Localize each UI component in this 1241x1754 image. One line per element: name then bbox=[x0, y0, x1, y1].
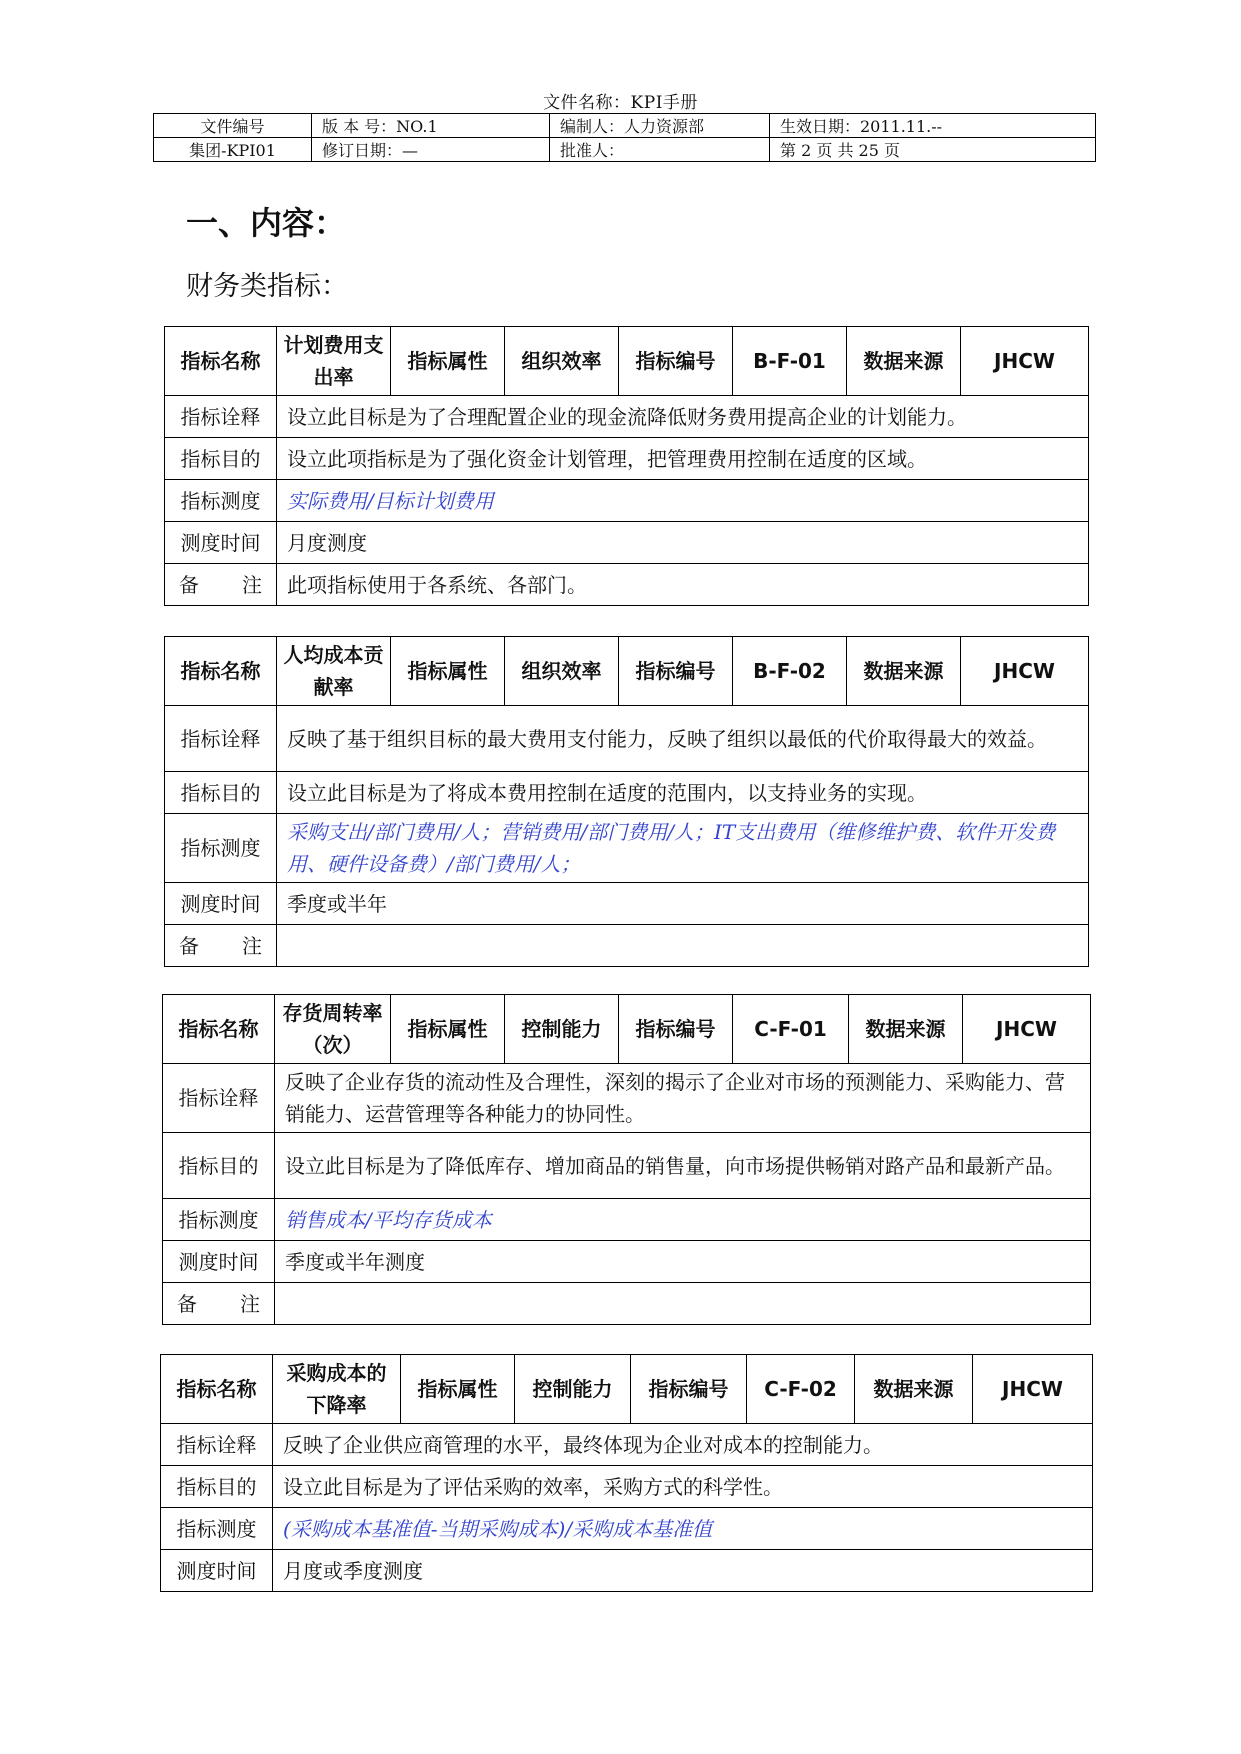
kpi-name-value: 计划费用支出率 bbox=[277, 327, 391, 396]
kpi-name-label: 指标名称 bbox=[165, 327, 277, 396]
kpi-row-remarks bbox=[165, 925, 1089, 967]
file-number-value: 集团-KPI01 bbox=[154, 138, 312, 162]
kpi-row-purpose bbox=[161, 1466, 1093, 1508]
kpi-attribute-value: 组织效率 bbox=[505, 637, 619, 706]
row-value: 反映了基于组织目标的最大费用支付能力，反映了组织以最低的代价取得最大的效益。 bbox=[277, 706, 1089, 772]
kpi-row-period bbox=[161, 1550, 1093, 1592]
row-label: 指标诠释 bbox=[165, 706, 277, 772]
kpi-code-label: 指标编号 bbox=[631, 1355, 747, 1424]
row-label: 备注 bbox=[163, 1283, 275, 1325]
row-value: 月度或季度测度 bbox=[273, 1550, 1093, 1592]
file-number-label: 文件编号 bbox=[154, 114, 312, 138]
kpi-row-purpose bbox=[165, 772, 1089, 814]
kpi-row-remarks bbox=[165, 564, 1089, 606]
kpi-header-row bbox=[161, 1355, 1093, 1424]
row-value: 反映了企业存货的流动性及合理性，深刻的揭示了企业对市场的预测能力、采购能力、营销能力、运营管理等各种能力的协同性。 bbox=[275, 1064, 1091, 1133]
row-value bbox=[277, 925, 1089, 967]
kpi-row-measure bbox=[163, 1199, 1091, 1241]
row-value: 反映了企业供应商管理的水平，最终体现为企业对成本的控制能力。 bbox=[273, 1424, 1093, 1466]
kpi-name-value: 存货周转率（次） bbox=[275, 995, 391, 1064]
kpi-row-measure bbox=[161, 1508, 1093, 1550]
kpi-name-label: 指标名称 bbox=[165, 637, 277, 706]
kpi-row-period bbox=[165, 522, 1089, 564]
row-label: 备注 bbox=[165, 564, 277, 606]
measure-formula: 销售成本/平均存货成本 bbox=[275, 1199, 1091, 1241]
kpi-table-1 bbox=[164, 326, 1089, 606]
kpi-attribute-value: 组织效率 bbox=[505, 327, 619, 396]
row-label: 指标测度 bbox=[165, 814, 277, 883]
row-label: 指标测度 bbox=[161, 1508, 273, 1550]
row-label: 指标诠释 bbox=[163, 1064, 275, 1133]
kpi-header-row bbox=[165, 637, 1089, 706]
kpi-row-definition bbox=[165, 706, 1089, 772]
kpi-table-4 bbox=[160, 1354, 1093, 1592]
row-value: 设立此项指标是为了强化资金计划管理，把管理费用控制在适度的区域。 bbox=[277, 438, 1089, 480]
kpi-name-label: 指标名称 bbox=[161, 1355, 273, 1424]
kpi-code-label: 指标编号 bbox=[619, 327, 733, 396]
kpi-name-value: 人均成本贡献率 bbox=[277, 637, 391, 706]
document-header-table bbox=[153, 113, 1096, 162]
header-row-2 bbox=[154, 138, 1096, 162]
kpi-source-value: JHCW bbox=[961, 637, 1089, 706]
kpi-code-value: C-F-01 bbox=[733, 995, 849, 1064]
row-label: 指标诠释 bbox=[165, 396, 277, 438]
row-label: 测度时间 bbox=[163, 1241, 275, 1283]
author-field: 编制人：人力资源部 bbox=[550, 114, 770, 138]
kpi-table-2 bbox=[164, 636, 1089, 967]
row-label: 指标测度 bbox=[163, 1199, 275, 1241]
kpi-header-row bbox=[163, 995, 1091, 1064]
kpi-table-3 bbox=[162, 994, 1091, 1325]
kpi-row-measure bbox=[165, 814, 1089, 883]
revision-date-field: 修订日期：— bbox=[312, 138, 550, 162]
kpi-source-label: 数据来源 bbox=[847, 327, 961, 396]
measure-formula: (采购成本基准值-当期采购成本)/采购成本基准值 bbox=[273, 1508, 1093, 1550]
subsection-heading: 财务类指标： bbox=[186, 271, 348, 302]
row-label: 指标目的 bbox=[165, 438, 277, 480]
kpi-name-label: 指标名称 bbox=[163, 995, 275, 1064]
kpi-row-purpose bbox=[165, 438, 1089, 480]
kpi-source-label: 数据来源 bbox=[855, 1355, 973, 1424]
row-label: 备注 bbox=[165, 925, 277, 967]
row-value: 季度或半年 bbox=[277, 883, 1089, 925]
row-value: 设立此目标是为了合理配置企业的现金流降低财务费用提高企业的计划能力。 bbox=[277, 396, 1089, 438]
measure-formula: 实际费用/目标计划费用 bbox=[277, 480, 1089, 522]
kpi-row-purpose bbox=[163, 1133, 1091, 1199]
row-label: 测度时间 bbox=[165, 883, 277, 925]
section-heading: 一、内容： bbox=[186, 204, 347, 242]
kpi-row-period bbox=[165, 883, 1089, 925]
kpi-row-definition bbox=[165, 396, 1089, 438]
kpi-row-measure bbox=[165, 480, 1089, 522]
kpi-source-value: JHCW bbox=[973, 1355, 1093, 1424]
row-label: 指标诠释 bbox=[161, 1424, 273, 1466]
kpi-header-row bbox=[165, 327, 1089, 396]
kpi-code-value: B-F-01 bbox=[733, 327, 847, 396]
kpi-row-definition bbox=[161, 1424, 1093, 1466]
kpi-row-period bbox=[163, 1241, 1091, 1283]
kpi-code-label: 指标编号 bbox=[619, 995, 733, 1064]
kpi-attribute-value: 控制能力 bbox=[515, 1355, 631, 1424]
kpi-attribute-label: 指标属性 bbox=[391, 995, 505, 1064]
kpi-code-value: B-F-02 bbox=[733, 637, 847, 706]
row-label: 测度时间 bbox=[161, 1550, 273, 1592]
kpi-code-value: C-F-02 bbox=[747, 1355, 855, 1424]
kpi-attribute-label: 指标属性 bbox=[401, 1355, 515, 1424]
row-value: 季度或半年测度 bbox=[275, 1241, 1091, 1283]
document-title: 文件名称：KPI手册 bbox=[543, 93, 698, 113]
kpi-source-label: 数据来源 bbox=[847, 637, 961, 706]
kpi-source-value: JHCW bbox=[961, 327, 1089, 396]
kpi-source-value: JHCW bbox=[963, 995, 1091, 1064]
row-label: 指标目的 bbox=[163, 1133, 275, 1199]
row-label: 指标测度 bbox=[165, 480, 277, 522]
row-value: 此项指标使用于各系统、各部门。 bbox=[277, 564, 1089, 606]
kpi-source-label: 数据来源 bbox=[849, 995, 963, 1064]
row-label: 指标目的 bbox=[161, 1466, 273, 1508]
kpi-attribute-label: 指标属性 bbox=[391, 327, 505, 396]
measure-formula: 采购支出/部门费用/人；营销费用/部门费用/人；IT支出费用（维修维护费、软件开发费用、硬件设备费）/部门费用/人； bbox=[277, 814, 1089, 883]
effective-date-field: 生效日期：2011.11.-- bbox=[770, 114, 1096, 138]
row-value: 设立此目标是为了将成本费用控制在适度的范围内，以支持业务的实现。 bbox=[277, 772, 1089, 814]
kpi-row-definition bbox=[163, 1064, 1091, 1133]
row-value: 设立此目标是为了评估采购的效率，采购方式的科学性。 bbox=[273, 1466, 1093, 1508]
version-field: 版 本 号：NO.1 bbox=[312, 114, 550, 138]
page-number-field: 第 2 页 共 25 页 bbox=[770, 138, 1096, 162]
kpi-attribute-label: 指标属性 bbox=[391, 637, 505, 706]
row-label: 测度时间 bbox=[165, 522, 277, 564]
row-value: 月度测度 bbox=[277, 522, 1089, 564]
approver-field: 批准人： bbox=[550, 138, 770, 162]
row-value: 设立此目标是为了降低库存、增加商品的销售量，向市场提供畅销对路产品和最新产品。 bbox=[275, 1133, 1091, 1199]
row-label: 指标目的 bbox=[165, 772, 277, 814]
kpi-row-remarks bbox=[163, 1283, 1091, 1325]
kpi-attribute-value: 控制能力 bbox=[505, 995, 619, 1064]
row-value bbox=[275, 1283, 1091, 1325]
header-row-1 bbox=[154, 114, 1096, 138]
kpi-name-value: 采购成本的下降率 bbox=[273, 1355, 401, 1424]
kpi-code-label: 指标编号 bbox=[619, 637, 733, 706]
